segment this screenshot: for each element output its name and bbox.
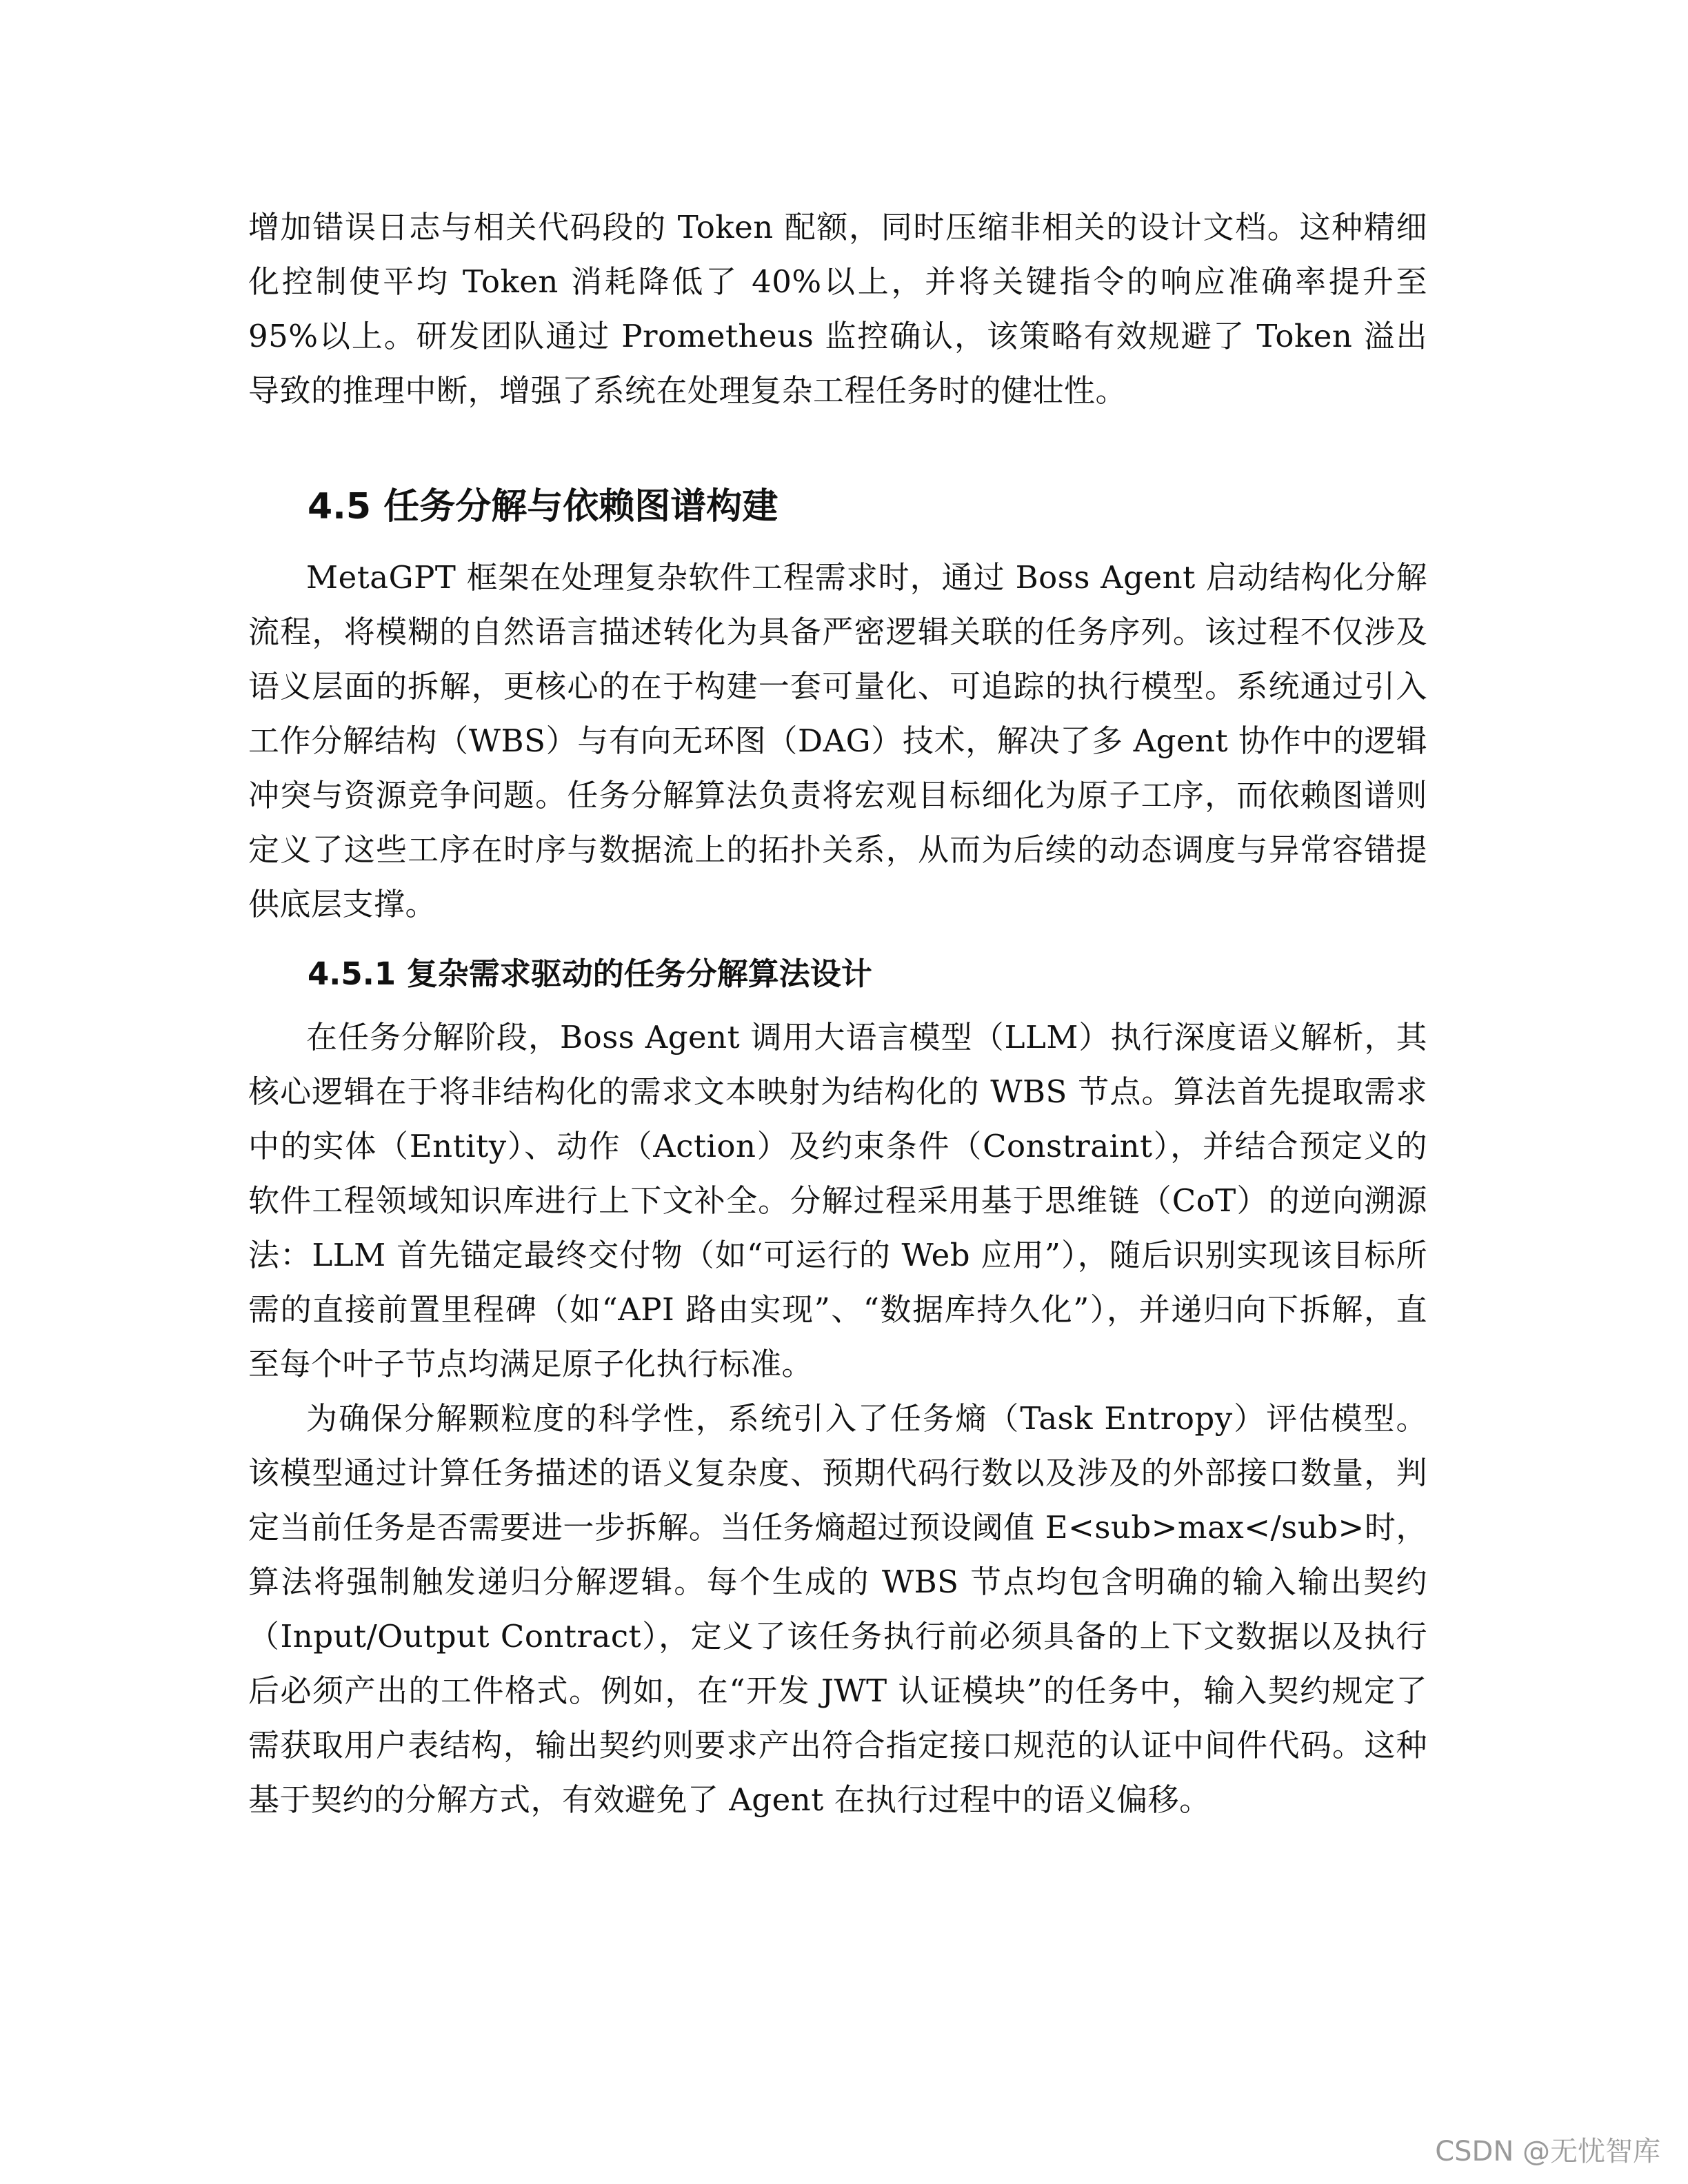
paragraph-section-4-5: MetaGPT 框架在处理复杂软件工程需求时，通过 Boss Agent 启动结构化分解流程，将模糊的自然语言描述转化为具备严密逻辑关联的任务序列。该过程不仅涉及语义层面的拆解，更核心的在于构建一套可量化、可追踪的执行模型。系统通过引入工作分解结构（WBS）与有向无环图（DAG）技术，解决了多 Agent 协作中的逻辑冲突与资源竞争问题。任务分解算法负责将宏观目标细化为原子工序，而依赖图谱则定义了这些工序在时序与数据流上的拓扑关系，从而为后续的动态调度与异常容错提供底层支撑。 [248, 559, 1427, 922]
document-page [248, 200, 1427, 1827]
paragraph-4-5-1-decomposition: 在任务分解阶段，Boss Agent 调用大语言模型（LLM）执行深度语义解析，其核心逻辑在于将非结构化的需求文本映射为结构化的 WBS 节点。算法首先提取需求中的实体（Entity）、动作（Action）及约束条件（Constraint），并结合预定义的软件工程领域知识库进行上下文补全。分解过程采用基于思维链（CoT）的逆向溯源法：LLM 首先锚定最终交付物（如“可运行的 Web 应用”），随后识别实现该目标所需的直接前置里程碑（如“API 路由实现”、“数据库持久化”），并递归向下拆解，直至每个叶子节点均满足原子化执行标准。 [248, 1019, 1427, 1382]
csdn-watermark: CSDN @无忧智库 [1435, 2136, 1660, 2167]
subsection-heading-4-5-1: 4.5.1 复杂需求驱动的任务分解算法设计 [308, 956, 872, 992]
paragraph-4-5-1-task-entropy: 为确保分解颗粒度的科学性，系统引入了任务熵（Task Entropy）评估模型。该模型通过计算任务描述的语义复杂度、预期代码行数以及涉及的外部接口数量，判定当前任务是否需要进一步拆解。当任务熵超过预设阈值 E<sub>max</sub>时，算法将强制触发递归分解逻辑。每个生成的 WBS 节点均包含明确的输入输出契约（Input/Output Contract），定义了该任务执行前必须具备的上下文数据以及执行后必须产出的工件格式。例如，在“开发 JWT 认证模块”的任务中，输入契约规定了需获取用户表结构，输出契约则要求产出符合指定接口规范的认证中间件代码。这种基于契约的分解方式，有效避免了 Agent 在执行过程中的语义偏移。 [248, 1400, 1427, 1818]
section-heading-4-5: 4.5 任务分解与依赖图谱构建 [308, 486, 778, 527]
paragraph-intro: 增加错误日志与相关代码段的 Token 配额，同时压缩非相关的设计文档。这种精细化控制使平均 Token 消耗降低了 40%以上，并将关键指令的响应准确率提升至 95%以上。研发团队通过 Prometheus 监控确认，该策略有效规避了 Token 溢出导致的推理中断，增强了系统在处理复杂工程任务时的健壮性。 [248, 209, 1427, 409]
